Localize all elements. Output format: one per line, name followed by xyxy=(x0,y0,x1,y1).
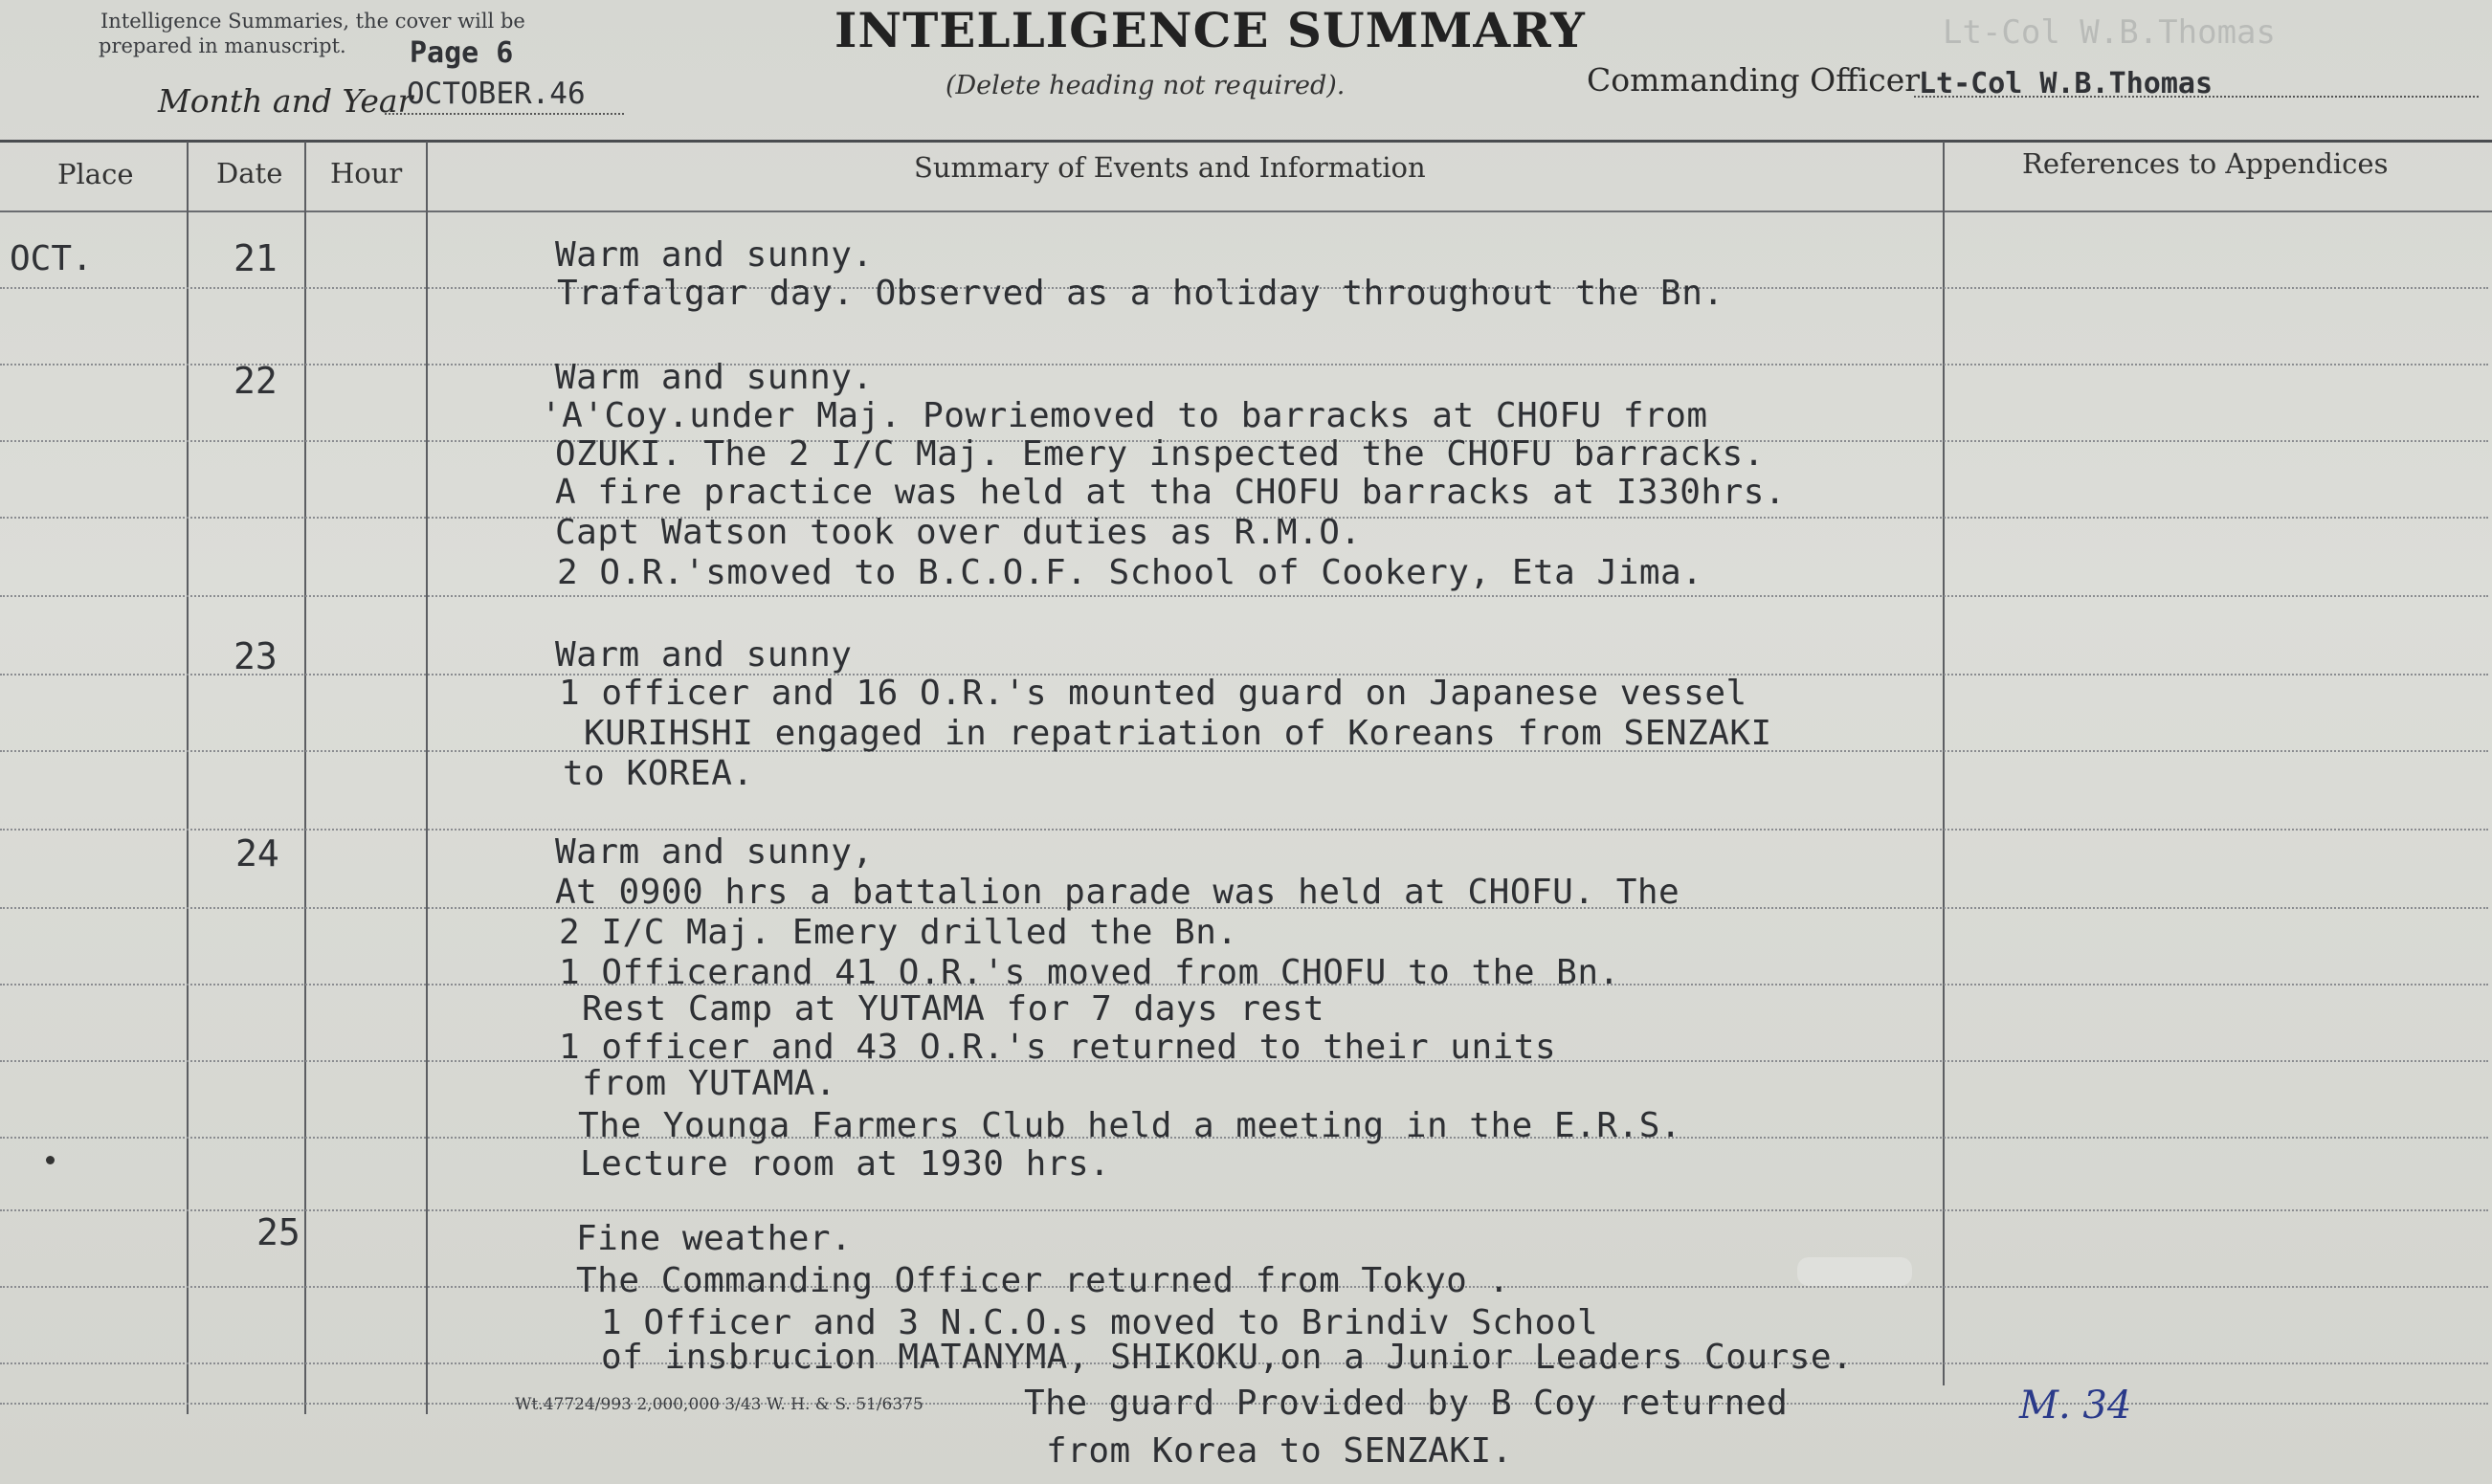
printer-imprint: Wt.47724/993 2,000,000 3/43 W. H. & S. 51/6375 xyxy=(515,1395,923,1414)
entry-line: The Younga Farmers Club held a meeting in the E.R.S. xyxy=(578,1106,1682,1145)
entry-line: Trafalgar day. Observed as a holiday throughout the Bn. xyxy=(557,274,1724,313)
column-header-summary: Summary of Events and Information xyxy=(914,151,1426,184)
entry-line: KURIHSHI engaged in repatriation of Koreans from SENZAKI xyxy=(584,714,1772,753)
place-date-divider xyxy=(187,142,189,1414)
paper-crease xyxy=(1797,1257,1912,1286)
column-header-hour: Hour xyxy=(330,157,403,189)
hour-summary-divider xyxy=(426,142,428,1414)
ink-speck xyxy=(46,1156,55,1164)
entry-line: of insbrucion MATANYMA, SHIKOKU,on a Junior Leaders Course. xyxy=(601,1338,1854,1377)
column-header-date: Date xyxy=(216,157,283,189)
entry-date: 25 xyxy=(256,1211,300,1253)
form-instructions-line1: Intelligence Summaries, the cover will be xyxy=(100,10,525,33)
entry-line: Lecture room at 1930 hrs. xyxy=(580,1144,1111,1184)
entry-line: 2 I/C Maj. Emery drilled the Bn. xyxy=(559,913,1238,952)
entry-line: 1 Officerand 41 O.R.'s moved from CHOFU to the Bn. xyxy=(559,953,1620,992)
summary-references-divider xyxy=(1943,142,1945,1385)
entry-line: A fire practice was held at tha CHOFU barracks at I330hrs. xyxy=(555,473,1787,512)
entry-line: 1 officer and 16 O.R.'s mounted guard on Japanese vessel xyxy=(559,674,1747,713)
entry-date: 23 xyxy=(234,635,278,677)
ruled-line xyxy=(0,364,2488,365)
commanding-officer-label: Commanding Officer xyxy=(1587,61,1921,99)
commanding-officer-underline xyxy=(1914,96,2479,98)
ruled-line xyxy=(0,1209,2488,1211)
entry-line: Warm and sunny. xyxy=(555,358,874,397)
delete-heading-note: (Delete heading not required). xyxy=(946,71,1346,100)
entry-line: Fine weather. xyxy=(576,1219,853,1258)
ruled-line xyxy=(0,829,2488,831)
entry-line: 'A'Coy.under Maj. Powriemoved to barracks at CHOFU from xyxy=(541,396,1708,435)
form-instructions-line2: prepared in manuscript. xyxy=(99,34,346,57)
entry-line: Capt Watson took over duties as R.M.O. xyxy=(555,513,1362,552)
entry-line: OZUKI. The 2 I/C Maj. Emery inspected the CHOFU barracks. xyxy=(555,434,1765,474)
entry-line: from Korea to SENZAKI. xyxy=(1046,1431,1513,1471)
entry-line: 1 Officer and 3 N.C.O.s moved to Brindiv School xyxy=(601,1303,1599,1342)
entry-place: OCT. xyxy=(10,239,93,278)
column-header-place: Place xyxy=(57,158,134,190)
header-bottom-rule xyxy=(0,210,2492,212)
month-year-underline xyxy=(385,113,624,115)
entry-line: Warm and sunny, xyxy=(555,832,874,872)
ruled-line xyxy=(0,595,2488,597)
table-top-rule xyxy=(0,140,2492,143)
page-title: INTELLIGENCE SUMMARY xyxy=(834,2,1586,58)
entry-line: Rest Camp at YUTAMA for 7 days rest xyxy=(582,989,1325,1029)
entry-date: 21 xyxy=(234,237,278,279)
entry-date: 24 xyxy=(235,832,279,875)
entry-line: Warm and sunny. xyxy=(555,235,874,275)
entry-date: 22 xyxy=(234,360,278,402)
column-header-references: References to Appendices xyxy=(2022,147,2389,180)
entry-line: from YUTAMA. xyxy=(582,1064,837,1103)
entry-line: to KOREA. xyxy=(563,754,754,793)
commanding-officer-name: Lt-Col W.B.Thomas xyxy=(1919,67,2214,100)
entry-line: The Commanding Officer returned from Tokyo . xyxy=(576,1261,1510,1300)
month-year-label: Month and Year xyxy=(158,82,413,120)
entry-line: 2 O.R.'smoved to B.C.O.F. School of Cookery, Eta Jima. xyxy=(557,553,1703,592)
entry-line: Warm and sunny xyxy=(555,635,853,675)
entry-line: The guard Provided by B Coy returned xyxy=(1024,1384,1789,1423)
handwritten-initials: M. 34 xyxy=(2019,1384,2132,1428)
month-year-value: OCTOBER.46 xyxy=(407,77,586,111)
entry-line: 1 officer and 43 O.R.'s returned to their units xyxy=(559,1028,1557,1067)
page-number: Page 6 xyxy=(410,36,514,70)
entry-line: At 0900 hrs a battalion parade was held at CHOFU. The xyxy=(555,873,1680,912)
date-hour-divider xyxy=(304,142,306,1414)
bleed-through-text: Lt-Col W.B.Thomas xyxy=(1943,13,2276,52)
